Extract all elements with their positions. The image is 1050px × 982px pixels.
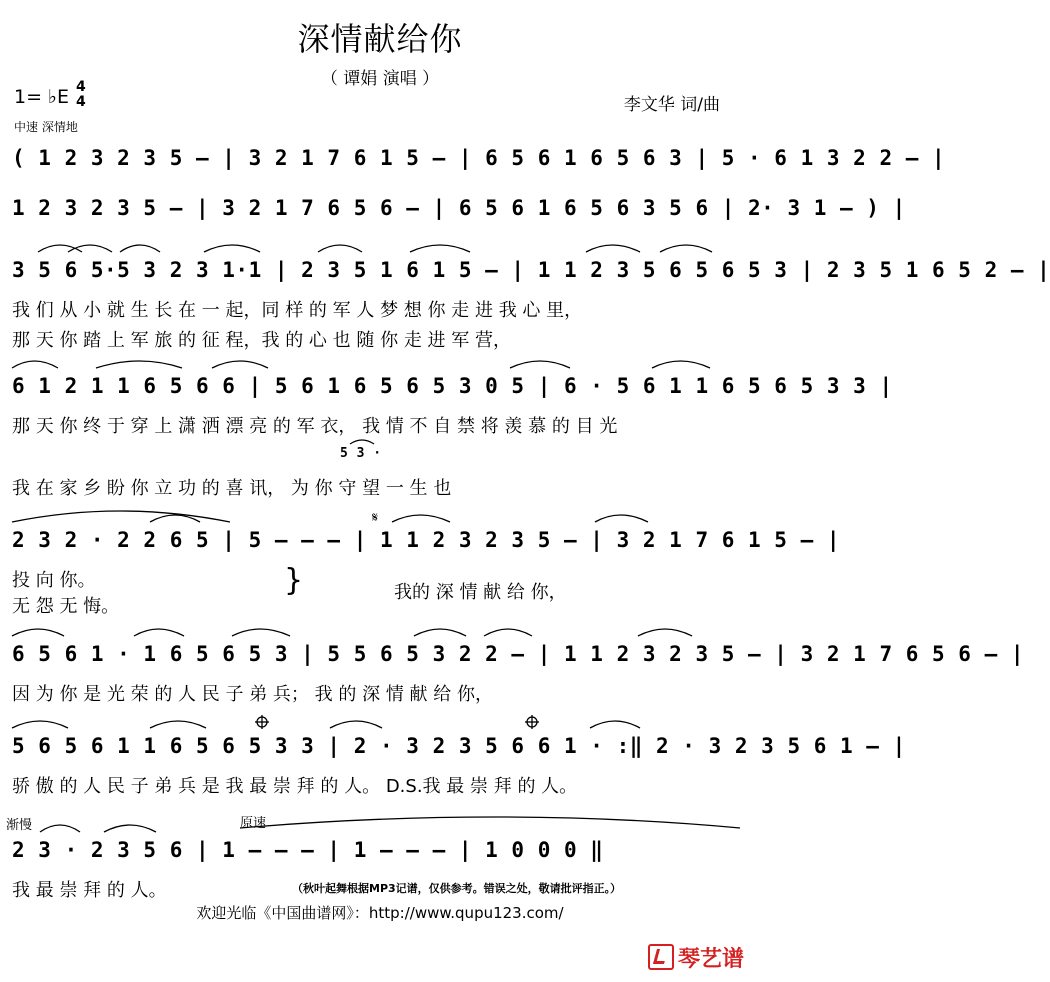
lyric-line-8: 我 最 崇 拜 的 人。 (12, 880, 167, 901)
svg-text:𝄋: 𝄋 (372, 510, 379, 526)
notation-line-7: 5 6 5 6 1 1 6 5 6 5 3 3 | 2 · 3 2 3 5 6 6 1 · :‖ 2 · 3 2 3 5 6 1 – | (12, 734, 906, 758)
notation-line-4: 6 1 2 1 1 6 5 6 6 | 5 6 1 6 5 6 5 3 0 5 | 6 · 5 6 1 1 6 5 6 5 3 3 | (12, 374, 893, 398)
time-signature (76, 80, 86, 110)
singer-credit: （ 谭娟 演唱 ） (320, 69, 440, 89)
brand-logo (648, 942, 744, 973)
brace: } (284, 563, 304, 598)
logo-icon (648, 944, 674, 970)
lyric-line-4: 那 天 你 终 于 穿 上 潇 洒 漂 亮 的 军 衣， 我 情 不 自 禁 将 羡 慕 的 目 光 (12, 416, 618, 437)
lyric-line-3a: 我 们 从 小 就 生 长 在 一 起，同 样 的 军 人 梦 想 你 走 进 我 心 里， (12, 300, 583, 321)
a-tempo-marking: 原速 (240, 816, 267, 831)
lyric-line-4b: 我 在 家 乡 盼 你 立 功 的 喜 讯， 为 你 守 望 一 生 也 (12, 478, 452, 499)
ritardando-marking: 渐慢 (6, 818, 33, 833)
notation-line-3: 3 5 6 5·5 3 2 3 1·1 | 2 3 5 1 6 1 5 – | 1 1 2 3 5 6 5 6 5 3 | 2 3 5 1 6 5 2 – | (12, 258, 1050, 282)
alt-notes: 5 3 · (340, 446, 382, 461)
notation-line-8: 2 3 · 2 3 5 6 | 1 – – – | 1 – – – | 1 0 0 0 ‖ (12, 838, 604, 862)
tempo-marking: 中速 深情地 (14, 120, 78, 134)
lyric-line-3b: 那 天 你 踏 上 军 旅 的 征 程，我 的 心 也 随 你 走 进 军 营， (12, 330, 511, 351)
logo-text: 琴艺谱 (677, 947, 744, 972)
song-title: 深情献给你 (297, 20, 463, 58)
notation-line-5: 2 3 2 · 2 2 6 5 | 5 – – – | 1 1 2 3 2 3 5 – | 3 2 1 7 6 1 5 – | (12, 528, 841, 552)
notation-line-2: 1 2 3 2 3 5 – | 3 2 1 7 6 5 6 – | 6 5 6 1 6 5 6 3 5 6 | 2· 3 1 – ) | (12, 196, 906, 220)
lyric-line-7: 骄 傲 的 人 民 子 弟 兵 是 我 最 崇 拜 的 人。 D.S.我 最 崇 拜 的 人。 (12, 776, 578, 797)
key-signature: 1= ♭E (14, 86, 70, 108)
author-credit: 李文华 词/曲 (623, 95, 720, 115)
notation-line-6: 6 5 6 1 · 1 6 5 6 5 3 | 5 5 6 5 3 2 2 – | 1 1 2 3 2 3 5 – | 3 2 1 7 6 5 6 – | (12, 642, 1025, 666)
meter-top: 4 (76, 79, 86, 95)
site-footer: 欢迎光临《中国曲谱网》：http://www.qupu123.com/ (196, 904, 564, 922)
lyric-line-5c: 我的 深 情 献 给 你， (394, 582, 567, 603)
notation-line-1: ( 1 2 3 2 3 5 – | 3 2 1 7 6 1 5 – | 6 5 6 1 6 5 6 3 | 5 · 6 1 3 2 2 – | (12, 146, 946, 170)
transcription-note: （秋叶起舞根据MP3记谱，仅供参考。错误之处，敬请批评指正。） (292, 882, 622, 895)
meter-bottom: 4 (76, 94, 86, 110)
lyric-line-6: 因 为 你 是 光 荣 的 人 民 子 弟 兵； 我 的 深 情 献 给 你， (12, 684, 493, 705)
lyric-line-5b: 无 怨 无 悔。 (12, 596, 120, 617)
lyric-line-5a: 投 向 你。 (12, 570, 96, 591)
